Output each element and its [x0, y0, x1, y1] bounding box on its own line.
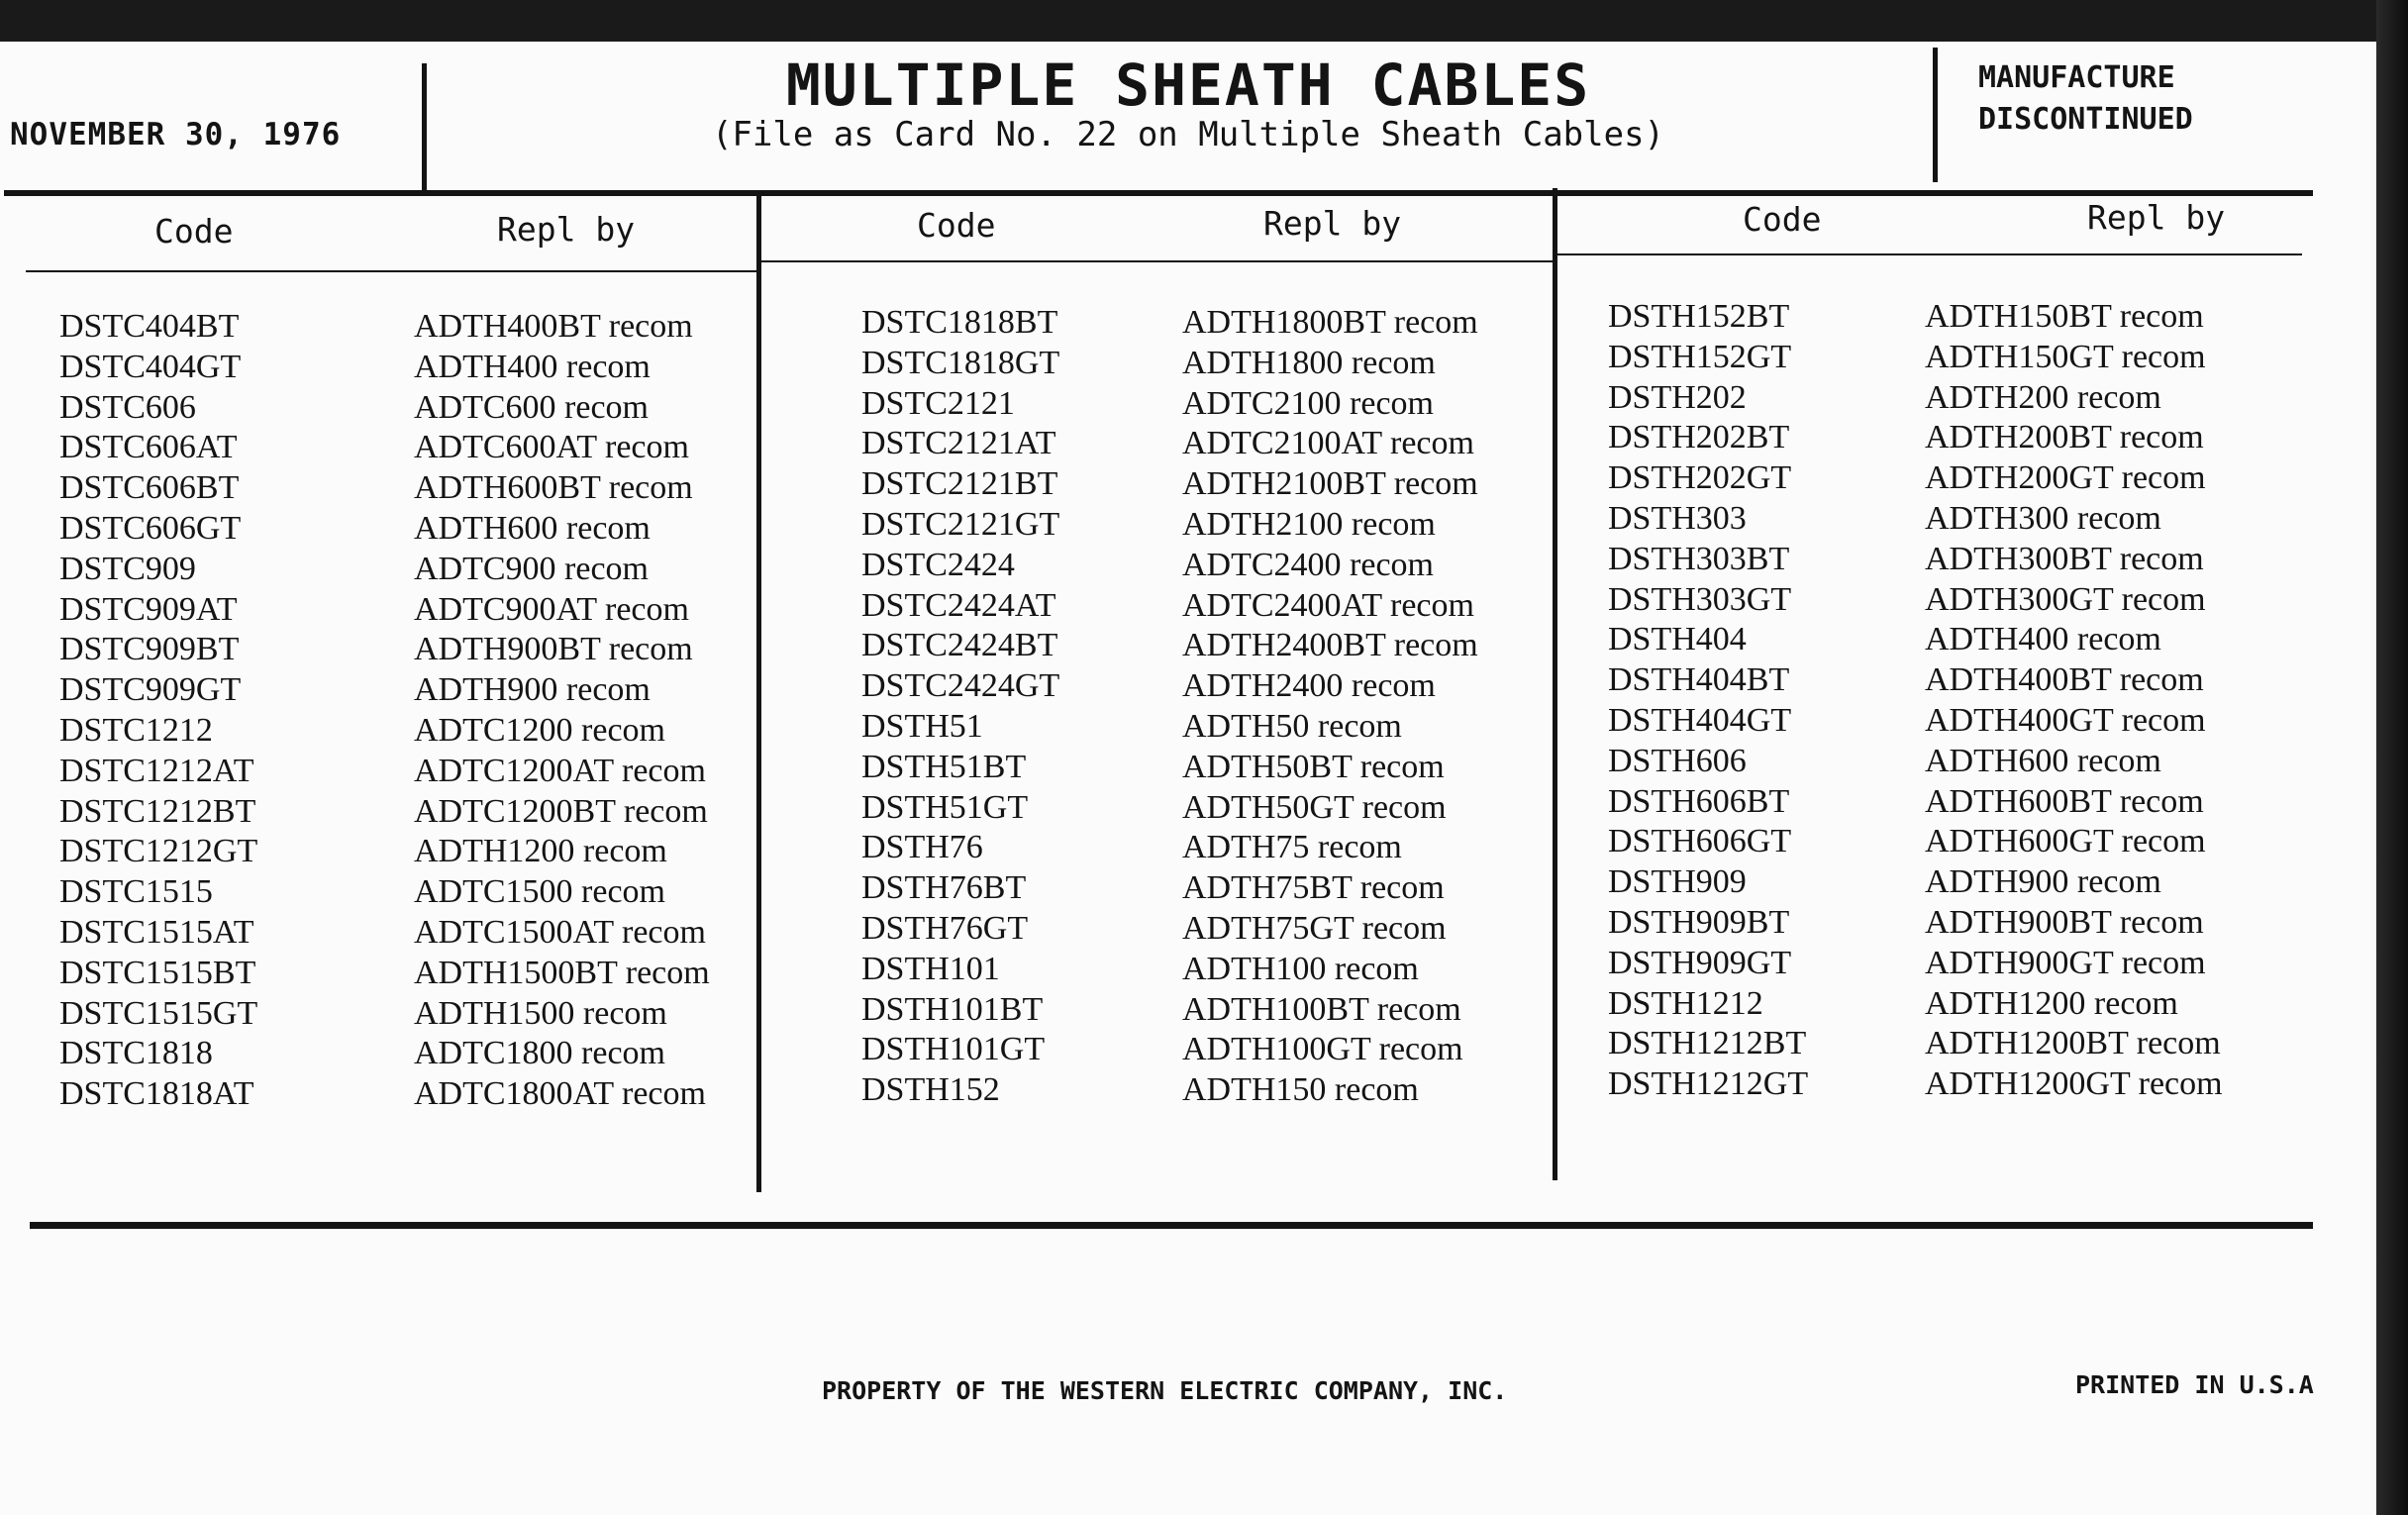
replacement-code: ADTH100GT recom	[1182, 1031, 1463, 1068]
replacement-code: ADTH1500BT recom	[414, 954, 710, 991]
replacement-code: ADTH600BT recom	[1925, 782, 2204, 820]
replacement-code: ADTH50 recom	[1182, 707, 1402, 745]
scan-edge	[2376, 0, 2408, 1515]
table-row	[861, 344, 1545, 384]
table-row	[861, 303, 1545, 344]
table-row	[861, 424, 1545, 464]
cable-code: DSTC1818	[59, 1035, 213, 1072]
cable-code: DSTH404BT	[1608, 661, 1790, 699]
panel-3-code-header: Code	[1743, 200, 1822, 239]
table-row	[1608, 742, 2321, 782]
cable-code: DSTH606	[1608, 742, 1747, 779]
table-row	[1608, 944, 2321, 984]
card-subtitle: (File as Card No. 22 on Multiple Sheath Cables)	[711, 115, 1665, 154]
table-row	[861, 626, 1545, 666]
replacement-code: ADTH1500 recom	[414, 994, 667, 1032]
cable-code: DSTC1515GT	[59, 994, 258, 1032]
replacement-code: ADTH200GT recom	[1925, 459, 2206, 497]
replacement-code: ADTH1800 recom	[1182, 344, 1436, 381]
panel-2-header-rule	[761, 260, 1554, 262]
table-row	[1608, 418, 2321, 458]
replacement-code: ADTC2100 recom	[1182, 384, 1435, 422]
cable-code: DSTH152	[861, 1071, 1000, 1109]
replacement-code: ADTH400BT recom	[1925, 661, 2204, 699]
table-row	[1608, 620, 2321, 660]
cable-code: DSTH152GT	[1608, 338, 1792, 375]
table-row	[59, 590, 743, 631]
replacement-code: ADTH2400BT recom	[1182, 627, 1478, 664]
table-row	[59, 670, 743, 711]
panel-1-list	[59, 307, 743, 1115]
printed-in-notice: PRINTED IN U.S.A	[2075, 1370, 2314, 1399]
replacement-code: ADTH300BT recom	[1925, 540, 2204, 577]
cable-code: DSTH202GT	[1608, 459, 1792, 497]
replacement-code: ADTH75GT recom	[1182, 909, 1447, 947]
table-row	[861, 990, 1545, 1031]
table-row	[59, 792, 743, 833]
cable-code: DSTC909AT	[59, 590, 238, 628]
cable-code: DSTH101	[861, 950, 1000, 987]
panel-1-code-header: Code	[154, 212, 234, 251]
replacement-code: ADTH1800BT recom	[1182, 304, 1478, 341]
table-row	[59, 307, 743, 348]
replacement-code: ADTC1800AT recom	[414, 1075, 706, 1113]
replacement-code: ADTH75 recom	[1182, 829, 1402, 866]
table-row	[1608, 1024, 2321, 1064]
table-row	[861, 546, 1545, 586]
table-row	[59, 468, 743, 509]
replacement-code: ADTH400BT recom	[414, 308, 693, 345]
replacement-code: ADTC1200AT recom	[414, 752, 706, 789]
table-row	[59, 1034, 743, 1074]
cable-code: DSTC909	[59, 550, 196, 587]
replacement-code: ADTC600AT recom	[414, 429, 689, 466]
cable-code: DSTH51GT	[861, 788, 1029, 826]
table-row	[861, 586, 1545, 627]
cable-code: DSTC1212AT	[59, 752, 254, 789]
table-row	[59, 1074, 743, 1115]
table-top-rule	[4, 190, 2313, 196]
cable-code: DSTC1515	[59, 873, 213, 911]
card-date: NOVEMBER 30, 1976	[10, 117, 342, 152]
panel-1-repl-header: Repl by	[497, 210, 636, 249]
header-divider-left	[422, 63, 427, 192]
table-row	[861, 950, 1545, 990]
replacement-code: ADTH100 recom	[1182, 950, 1419, 987]
table-row	[1608, 862, 2321, 903]
cable-code: DSTC2424	[861, 546, 1015, 583]
replacement-code: ADTH1200BT recom	[1925, 1025, 2221, 1062]
panel-2-list	[861, 303, 1545, 1111]
discontinued-notice	[1978, 57, 2193, 141]
replacement-code: ADTH900BT recom	[1925, 903, 2204, 941]
cable-code: DSTH404GT	[1608, 701, 1792, 739]
cable-code: DSTH101BT	[861, 990, 1044, 1028]
table-row	[59, 428, 743, 468]
replacement-code: ADTH600BT recom	[414, 469, 693, 507]
table-row	[861, 505, 1545, 546]
replacement-code: ADTH200BT recom	[1925, 419, 2204, 456]
table-row	[1608, 822, 2321, 862]
replacement-code: ADTC1500AT recom	[414, 913, 706, 951]
table-row	[59, 872, 743, 913]
cable-code: DSTC1818AT	[59, 1075, 254, 1113]
header-divider-right	[1933, 48, 1938, 182]
cable-code: DSTC2424GT	[861, 667, 1060, 705]
table-row	[59, 711, 743, 752]
table-row	[861, 868, 1545, 909]
cable-code: DSTC2121GT	[861, 505, 1060, 543]
cable-code: DSTC909BT	[59, 631, 240, 668]
cable-code: DSTC1212GT	[59, 833, 258, 870]
panel-divider-2	[1553, 188, 1557, 1180]
table-row	[1608, 540, 2321, 580]
cable-code: DSTH1212	[1608, 984, 1763, 1022]
cable-code: DSTC2121BT	[861, 465, 1058, 503]
table-row	[1608, 297, 2321, 338]
cable-code: DSTH303	[1608, 499, 1747, 537]
replacement-code: ADTH300GT recom	[1925, 580, 2206, 618]
table-row	[59, 832, 743, 872]
cable-code: DSTH51BT	[861, 748, 1027, 785]
catalog-card	[0, 42, 2376, 1515]
panel-1-header-rule	[26, 270, 758, 272]
table-row	[1608, 458, 2321, 499]
cable-code: DSTH1212GT	[1608, 1065, 1809, 1103]
table-row	[59, 509, 743, 550]
table-row	[861, 464, 1545, 505]
replacement-code: ADTH75BT recom	[1182, 869, 1445, 907]
cable-code: DSTC2424BT	[861, 627, 1058, 664]
table-row	[59, 954, 743, 994]
panel-2-code-header: Code	[917, 206, 996, 245]
table-row	[59, 388, 743, 429]
replacement-code: ADTH900 recom	[414, 671, 651, 709]
cable-code: DSTC606AT	[59, 429, 238, 466]
cable-code: DSTH1212BT	[1608, 1025, 1807, 1062]
table-row	[59, 913, 743, 954]
cable-code: DSTH303GT	[1608, 580, 1792, 618]
cable-code: DSTH76GT	[861, 909, 1029, 947]
cable-code: DSTC1515AT	[59, 913, 254, 951]
notice-line-2: DISCONTINUED	[1978, 102, 2193, 137]
cable-code: DSTC1515BT	[59, 954, 256, 991]
replacement-code: ADTH50GT recom	[1182, 788, 1447, 826]
replacement-code: ADTC900AT recom	[414, 590, 689, 628]
panel-3-repl-header: Repl by	[2087, 198, 2226, 237]
replacement-code: ADTH300 recom	[1925, 499, 2161, 537]
table-row	[1608, 701, 2321, 742]
table-row	[1608, 660, 2321, 701]
table-row	[1608, 903, 2321, 944]
table-row	[59, 630, 743, 670]
cable-code: DSTH76BT	[861, 869, 1027, 907]
card-title: MULTIPLE SHEATH CABLES	[785, 51, 1591, 119]
replacement-code: ADTC2400AT recom	[1182, 586, 1474, 624]
replacement-code: ADTH400 recom	[414, 348, 651, 385]
table-row	[1608, 580, 2321, 621]
cable-code: DSTH606GT	[1608, 823, 1792, 860]
replacement-code: ADTH50BT recom	[1182, 748, 1445, 785]
notice-line-1: MANUFACTURE	[1978, 60, 2175, 95]
table-row	[1608, 1064, 2321, 1105]
replacement-code: ADTH900GT recom	[1925, 944, 2206, 981]
table-row	[861, 1030, 1545, 1070]
table-row	[59, 752, 743, 792]
replacement-code: ADTC1800 recom	[414, 1035, 666, 1072]
cable-code: DSTH909BT	[1608, 903, 1790, 941]
table-row	[1608, 499, 2321, 540]
cable-code: DSTH404	[1608, 621, 1747, 658]
panel-3-list	[1608, 297, 2321, 1105]
replacement-code: ADTC1200 recom	[414, 711, 666, 749]
property-notice: PROPERTY OF THE WESTERN ELECTRIC COMPANY, INC.	[822, 1376, 1508, 1405]
replacement-code: ADTH600GT recom	[1925, 823, 2206, 860]
replacement-code: ADTH1200GT recom	[1925, 1065, 2223, 1103]
table-row	[861, 909, 1545, 950]
table-row	[861, 828, 1545, 868]
replacement-code: ADTH150GT recom	[1925, 338, 2206, 375]
replacement-code: ADTH1200 recom	[414, 833, 667, 870]
table-row	[861, 788, 1545, 829]
cable-code: DSTC606BT	[59, 469, 240, 507]
cable-code: DSTC2424AT	[861, 586, 1056, 624]
table-bottom-rule	[30, 1222, 2313, 1229]
cable-code: DSTC2121	[861, 384, 1015, 422]
replacement-code: ADTH150 recom	[1182, 1071, 1419, 1109]
table-row	[861, 1070, 1545, 1111]
panel-2-repl-header: Repl by	[1263, 204, 1402, 243]
table-row	[1608, 984, 2321, 1025]
panel-divider-1	[756, 192, 761, 1192]
table-row	[59, 550, 743, 590]
replacement-code: ADTH600 recom	[1925, 742, 2161, 779]
replacement-code: ADTH600 recom	[414, 509, 651, 547]
cable-code: DSTC404BT	[59, 308, 240, 345]
cable-code: DSTC606	[59, 388, 196, 426]
cable-code: DSTC1212BT	[59, 792, 256, 830]
replacement-code: ADTH150BT recom	[1925, 298, 2204, 335]
cable-code: DSTH152BT	[1608, 298, 1790, 335]
table-row	[59, 994, 743, 1035]
replacement-code: ADTH2100 recom	[1182, 505, 1436, 543]
cable-code: DSTC606GT	[59, 509, 242, 547]
table-row	[1608, 378, 2321, 419]
cable-code: DSTH202	[1608, 378, 1747, 416]
replacement-code: ADTH400 recom	[1925, 621, 2161, 658]
cable-code: DSTC404GT	[59, 348, 242, 385]
cable-code: DSTH202BT	[1608, 419, 1790, 456]
table-row	[1608, 782, 2321, 823]
replacement-code: ADTH900 recom	[1925, 863, 2161, 901]
cable-code: DSTC1818GT	[861, 344, 1060, 381]
cable-code: DSTH909	[1608, 863, 1747, 901]
cable-code: DSTH76	[861, 829, 983, 866]
replacement-code: ADTH400GT recom	[1925, 701, 2206, 739]
table-row	[1608, 338, 2321, 378]
replacement-code: ADTC2400 recom	[1182, 546, 1435, 583]
replacement-code: ADTC2100AT recom	[1182, 425, 1474, 462]
table-row	[59, 348, 743, 388]
replacement-code: ADTH900BT recom	[414, 631, 693, 668]
table-row	[861, 384, 1545, 425]
cable-code: DSTH101GT	[861, 1031, 1046, 1068]
table-row	[861, 707, 1545, 748]
cable-code: DSTC909GT	[59, 671, 242, 709]
table-row	[861, 666, 1545, 707]
replacement-code: ADTC900 recom	[414, 550, 650, 587]
cable-code: DSTH606BT	[1608, 782, 1790, 820]
table-row	[861, 748, 1545, 788]
replacement-code: ADTH200 recom	[1925, 378, 2161, 416]
replacement-code: ADTH1200 recom	[1925, 984, 2178, 1022]
replacement-code: ADTH100BT recom	[1182, 990, 1461, 1028]
replacement-code: ADTC600 recom	[414, 388, 650, 426]
cable-code: DSTH303BT	[1608, 540, 1790, 577]
panel-3-header-rule	[1557, 253, 2302, 255]
cable-code: DSTH51	[861, 707, 983, 745]
cable-code: DSTC1818BT	[861, 304, 1058, 341]
replacement-code: ADTC1500 recom	[414, 873, 666, 911]
replacement-code: ADTH2400 recom	[1182, 667, 1436, 705]
cable-code: DSTC1212	[59, 711, 213, 749]
replacement-code: ADTH2100BT recom	[1182, 465, 1478, 503]
cable-code: DSTH909GT	[1608, 944, 1792, 981]
cable-code: DSTC2121AT	[861, 425, 1056, 462]
replacement-code: ADTC1200BT recom	[414, 792, 708, 830]
